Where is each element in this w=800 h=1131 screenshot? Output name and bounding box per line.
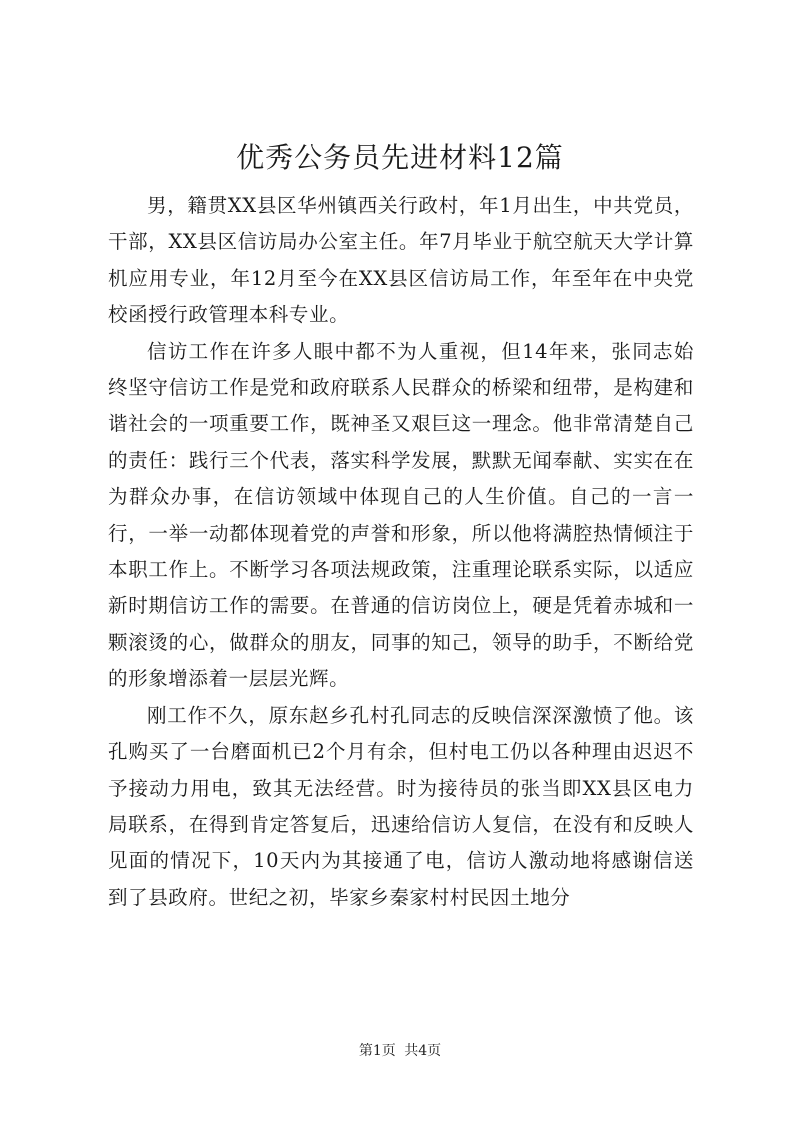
page-total: 共4页 <box>404 1043 442 1059</box>
document-body <box>108 188 694 916</box>
page-title: 优秀公务员先进材料12篇 <box>236 141 564 174</box>
paragraph-2: 信访工作在许多人眼中都不为人重视，但14年来，张同志始终坚守信访工作是党和政府联系人民群众的桥梁和纽带，是构建和谐社会的一项重要工作，既神圣又艰巨这一理念。他非常清楚自己的责任：践行三个代表，落实科学发展，默默无闻奉献、实实在在为群众办事，在信访领域中体现自己的人生价值。自己的一言一行，一举一动都体现着党的声誉和形象，所以他将满腔热情倾注于本职工作上。不断学习各项法规政策，注重理论联系实际，以适应新时期信访工作的需要。在普通的信访岗位上，硬是凭着赤城和一颗滚烫的心，做群众的朋友，同事的知己，领导的助手，不断给党的形象增添着一层层光辉。 <box>108 339 694 691</box>
page-number: 第1页 <box>358 1043 396 1059</box>
page-footer <box>0 1041 800 1061</box>
paragraph-3: 刚工作不久，原东赵乡孔村孔同志的反映信深深激愤了他。该孔购买了一台磨面机已2个月有余，但村电工仍以各种理由迟迟不予接动力用电，致其无法经营。时为接待员的张当即XX县区电力局联系，在得到肯定答复后，迅速给信访人复信，在没有和反映人见面的情况下，10天内为其接通了电，信访人激动地将感谢信送到了县政府。世纪之初，毕家乡秦家村村民因土地分 <box>108 703 694 909</box>
paragraph-1: 男，籍贯XX县区华州镇西关行政村，年1月出生，中共党员，干部，XX县区信访局办公室主任。年7月毕业于航空航天大学计算机应用专业，年12月至今在XX县区信访局工作，年至年在中央党校函授行政管理本科专业。 <box>108 194 694 327</box>
